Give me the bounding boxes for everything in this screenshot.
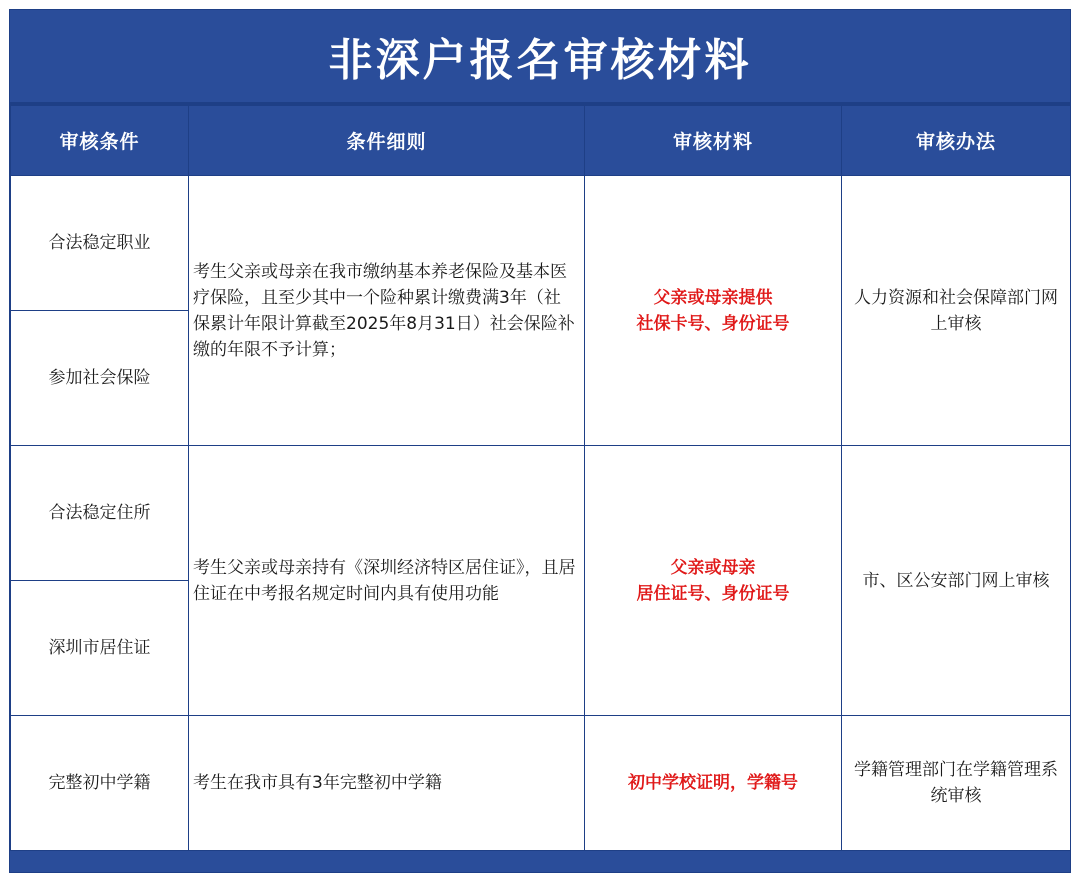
header-method: 审核办法	[842, 106, 1071, 176]
bottom-bar	[10, 851, 1070, 872]
detail-cell: 考生父亲或母亲持有《深圳经济特区居住证》，且居住证在中考报名规定时间内具有使用功能	[189, 446, 585, 716]
material-line: 初中学校证明，学籍号	[628, 773, 798, 793]
material-line: 居住证号、身份证号	[636, 583, 790, 604]
header-material: 审核材料	[585, 106, 842, 176]
condition-cell: 合法稳定住所	[11, 446, 189, 581]
method-line: 人力资源和社会保障部门网	[854, 287, 1058, 308]
header-condition: 审核条件	[11, 106, 189, 176]
condition-cell: 完整初中学籍	[11, 716, 189, 851]
method-line: 上审核	[930, 313, 982, 334]
method-line: 学籍管理部门在学籍管理系	[854, 760, 1058, 780]
material-line: 父亲或母亲	[670, 557, 756, 578]
method-line: 市、区公安部门网上审核	[862, 570, 1050, 591]
material-cell	[585, 446, 842, 716]
detail-cell: 考生在我市具有3年完整初中学籍	[189, 716, 585, 851]
material-cell	[585, 176, 842, 446]
material-cell	[585, 716, 842, 851]
method-cell	[842, 716, 1071, 851]
material-line: 父亲或母亲提供	[653, 287, 773, 308]
header-detail: 条件细则	[189, 106, 585, 176]
method-cell	[842, 176, 1071, 446]
condition-cell: 参加社会保险	[11, 311, 189, 446]
table-row	[11, 446, 1071, 581]
title-bar	[10, 10, 1070, 105]
condition-cell: 深圳市居住证	[11, 581, 189, 716]
detail-cell: 考生父亲或母亲在我市缴纳基本养老保险及基本医疗保险，且至少其中一个险种累计缴费满3年（社保累计年限计算截至2025年8月31日）社会保险补缴的年限不予计算；	[189, 176, 585, 446]
table-row	[11, 176, 1071, 311]
table-header-row	[11, 106, 1071, 176]
material-line: 社保卡号、身份证号	[636, 313, 790, 334]
review-materials-table	[10, 105, 1071, 851]
condition-cell: 合法稳定职业	[11, 176, 189, 311]
method-cell	[842, 446, 1071, 716]
page-title: 非深户报名审核材料	[328, 35, 752, 86]
method-line: 统审核	[930, 786, 982, 806]
table-row	[11, 716, 1071, 851]
document-frame	[9, 9, 1071, 873]
